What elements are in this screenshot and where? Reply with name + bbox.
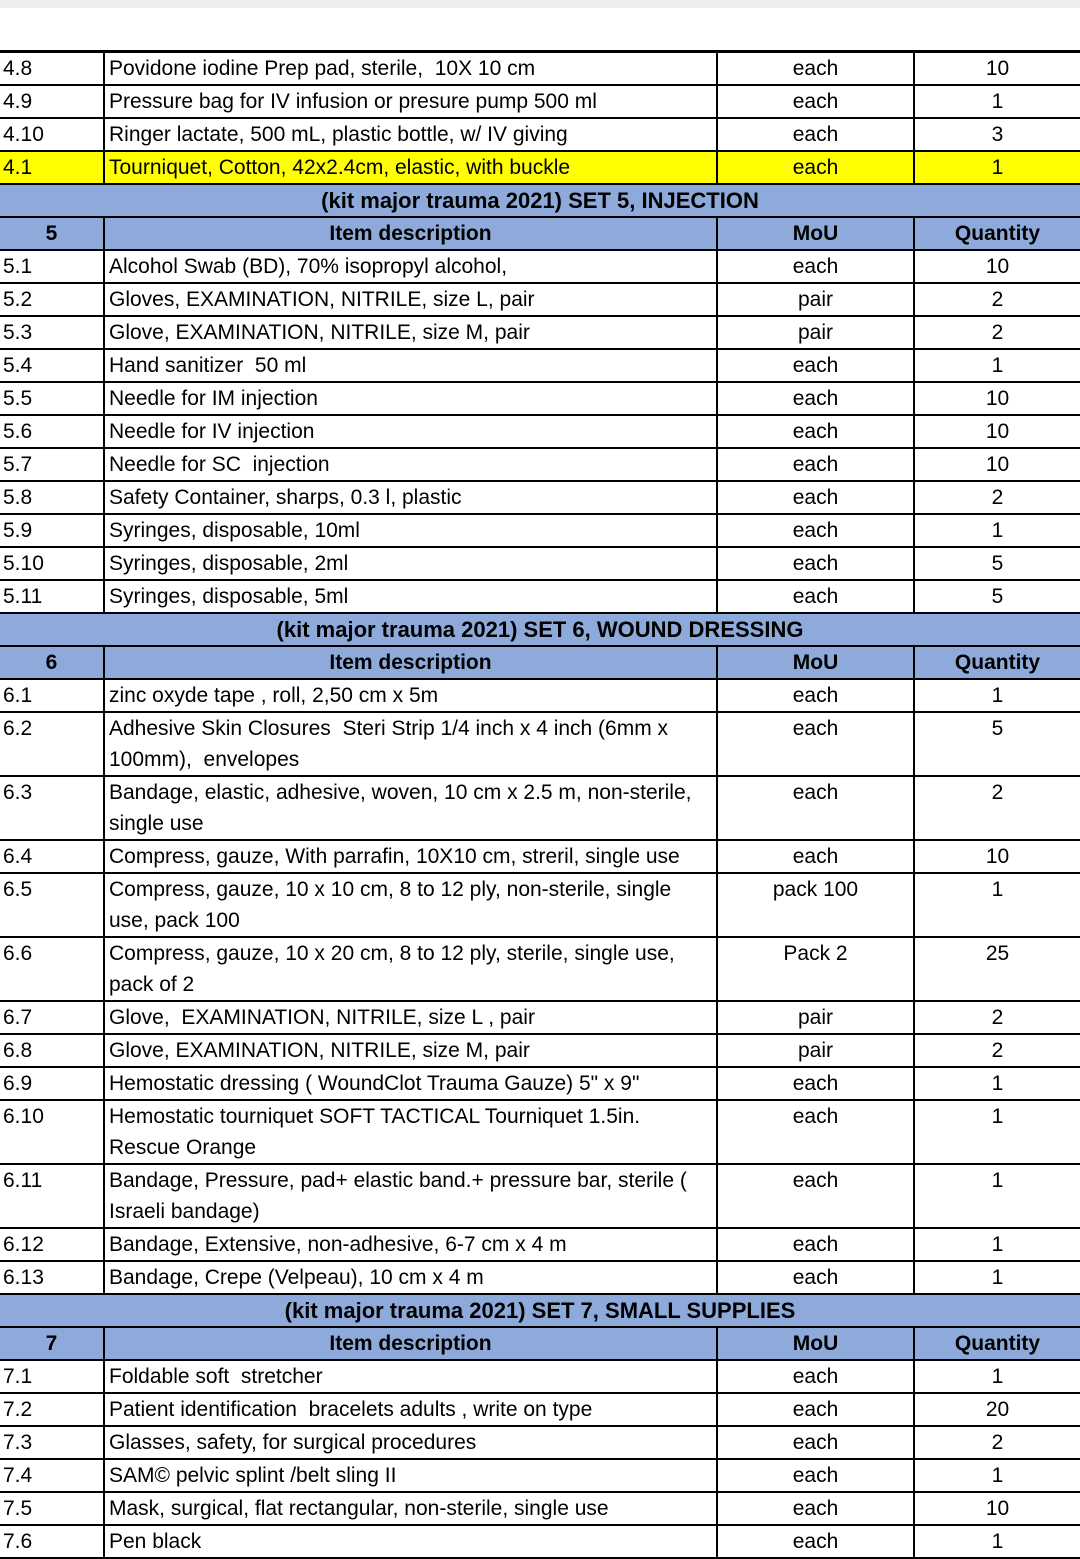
item-description[interactable]: Bandage, Pressure, pad+ elastic band.+ pressure bar, sterile ( Israeli bandage) xyxy=(105,1165,718,1227)
item-mou[interactable]: each xyxy=(718,777,915,839)
table-row[interactable] xyxy=(0,1101,1080,1165)
item-number[interactable]: 7.3 xyxy=(0,1427,105,1458)
item-quantity[interactable]: 10 xyxy=(985,255,1010,278)
table-row[interactable] xyxy=(0,317,1080,350)
item-description[interactable]: Pen black xyxy=(105,1526,718,1557)
header-item-description: Item description xyxy=(105,218,718,249)
item-description[interactable]: Patient identification bracelets adults , write on type xyxy=(105,1394,718,1425)
item-mou[interactable]: pair xyxy=(718,1035,915,1066)
item-quantity[interactable]: 10 xyxy=(985,420,1010,443)
table-row[interactable] xyxy=(0,1526,1080,1559)
item-number[interactable]: 7.2 xyxy=(0,1394,105,1425)
item-description[interactable]: Glove, EXAMINATION, NITRILE, size M, pair xyxy=(105,1035,718,1066)
item-number[interactable]: 5.7 xyxy=(0,449,105,480)
item-description[interactable]: Syringes, disposable, 2ml xyxy=(105,548,718,579)
item-quantity[interactable]: 10 xyxy=(985,387,1010,410)
item-description[interactable]: Safety Container, sharps, 0.3 l, plastic xyxy=(105,482,718,513)
item-number[interactable]: 6.9 xyxy=(0,1068,105,1099)
item-mou[interactable]: each xyxy=(718,1427,915,1458)
item-quantity[interactable]: 1 xyxy=(991,1233,1004,1256)
item-number[interactable]: 7.4 xyxy=(0,1460,105,1491)
item-number[interactable]: 6.13 xyxy=(0,1262,105,1293)
item-mou[interactable]: each xyxy=(718,86,915,117)
item-description[interactable]: Needle for IV injection xyxy=(105,416,718,447)
item-mou[interactable]: each xyxy=(718,416,915,447)
item-number[interactable]: 7.6 xyxy=(0,1526,105,1557)
item-description[interactable]: Mask, surgical, flat rectangular, non-sterile, single use xyxy=(105,1493,718,1524)
item-number[interactable]: 6.11 xyxy=(0,1165,105,1227)
item-number[interactable]: 4.9 xyxy=(0,86,105,117)
item-description[interactable]: Glove, EXAMINATION, NITRILE, size L , pair xyxy=(105,1002,718,1033)
header-set-number: 6 xyxy=(0,647,105,678)
item-description[interactable]: Needle for SC injection xyxy=(105,449,718,480)
item-description[interactable]: Compress, gauze, 10 x 20 cm, 8 to 12 ply, sterile, single use, pack of 2 xyxy=(105,938,718,1000)
item-mou[interactable]: each xyxy=(718,581,915,612)
item-number[interactable]: 4.8 xyxy=(0,53,105,84)
item-description[interactable]: Gloves, EXAMINATION, NITRILE, size L, pair xyxy=(105,284,718,315)
item-mou[interactable]: each xyxy=(718,1460,915,1491)
table-row[interactable] xyxy=(0,152,1080,185)
item-number[interactable]: 5.3 xyxy=(0,317,105,348)
item-quantity[interactable]: 1 xyxy=(991,354,1004,377)
item-mou[interactable]: each xyxy=(718,119,915,150)
item-number[interactable]: 6.10 xyxy=(0,1101,105,1163)
table-row[interactable] xyxy=(0,50,1080,86)
table-row[interactable] xyxy=(0,1229,1080,1262)
table-row[interactable] xyxy=(0,1361,1080,1394)
item-description[interactable]: Adhesive Skin Closures Steri Strip 1/4 inch x 4 inch (6mm x 100mm), envelopes xyxy=(105,713,718,775)
item-mou[interactable]: each xyxy=(718,1229,915,1260)
item-description[interactable]: Hand sanitizer 50 ml xyxy=(105,350,718,381)
item-quantity[interactable]: 25 xyxy=(985,942,1010,965)
table-row[interactable] xyxy=(0,284,1080,317)
table-row[interactable] xyxy=(0,1427,1080,1460)
item-quantity[interactable]: 2 xyxy=(991,1431,1004,1454)
item-quantity[interactable]: 10 xyxy=(985,845,1010,868)
item-number[interactable]: 5.6 xyxy=(0,416,105,447)
table-row[interactable] xyxy=(0,713,1080,777)
item-number[interactable]: 6.6 xyxy=(0,938,105,1000)
table-row[interactable] xyxy=(0,841,1080,874)
item-mou[interactable]: each xyxy=(718,1165,915,1227)
item-quantity[interactable]: 5 xyxy=(991,585,1004,608)
table-row[interactable] xyxy=(0,482,1080,515)
item-number[interactable]: 6.2 xyxy=(0,713,105,775)
item-description[interactable]: Glove, EXAMINATION, NITRILE, size M, pair xyxy=(105,317,718,348)
item-quantity[interactable]: 2 xyxy=(991,1006,1004,1029)
item-number[interactable]: 5.11 xyxy=(0,581,105,612)
table-row[interactable] xyxy=(0,581,1080,614)
header-set-number: 5 xyxy=(0,218,105,249)
item-number[interactable]: 6.7 xyxy=(0,1002,105,1033)
table-row[interactable] xyxy=(0,1262,1080,1295)
section-title xyxy=(0,614,1080,647)
spreadsheet xyxy=(0,50,1080,1559)
item-quantity[interactable]: 10 xyxy=(985,1497,1010,1520)
header-quantity: Quantity xyxy=(954,651,1041,674)
item-description[interactable]: Compress, gauze, 10 x 10 cm, 8 to 12 ply, non-sterile, single use, pack 100 xyxy=(105,874,718,936)
item-description[interactable]: Needle for IM injection xyxy=(105,383,718,414)
item-mou[interactable]: each xyxy=(718,1262,915,1293)
column-header-row xyxy=(0,1328,1080,1361)
item-description[interactable]: Foldable soft stretcher xyxy=(105,1361,718,1392)
item-quantity[interactable]: 10 xyxy=(985,453,1010,476)
item-description[interactable]: Alcohol Swab (BD), 70% isopropyl alcohol, xyxy=(105,251,718,282)
header-mou: MoU xyxy=(718,218,915,249)
table-row[interactable] xyxy=(0,86,1080,119)
table-row[interactable] xyxy=(0,119,1080,152)
item-number[interactable]: 4.1 xyxy=(0,152,105,183)
item-description[interactable]: Bandage, Extensive, non-adhesive, 6-7 cm x 4 m xyxy=(105,1229,718,1260)
item-mou[interactable]: each xyxy=(718,1361,915,1392)
item-mou[interactable]: each xyxy=(718,841,915,872)
item-number[interactable]: 7.1 xyxy=(0,1361,105,1392)
item-number[interactable]: 7.5 xyxy=(0,1493,105,1524)
item-number[interactable]: 6.12 xyxy=(0,1229,105,1260)
item-number[interactable]: 5.4 xyxy=(0,350,105,381)
item-mou[interactable]: each xyxy=(718,1394,915,1425)
section-title-text: (kit major trauma 2021) SET 6, WOUND DRESSING xyxy=(276,617,804,642)
item-quantity[interactable]: 1 xyxy=(991,1072,1004,1095)
item-mou[interactable]: each xyxy=(718,152,915,183)
item-mou[interactable]: each xyxy=(718,53,915,84)
column-header-row xyxy=(0,218,1080,251)
table-row[interactable] xyxy=(0,350,1080,383)
item-quantity[interactable]: 1 xyxy=(991,878,1004,901)
item-description[interactable]: Bandage, Crepe (Velpeau), 10 cm x 4 m xyxy=(105,1262,718,1293)
item-quantity[interactable]: 10 xyxy=(985,57,1010,80)
item-description[interactable]: Syringes, disposable, 5ml xyxy=(105,581,718,612)
item-mou[interactable]: each xyxy=(718,251,915,282)
item-description[interactable]: Tourniquet, Cotton, 42x2.4cm, elastic, with buckle xyxy=(105,152,718,183)
item-quantity[interactable]: 2 xyxy=(991,781,1004,804)
item-number[interactable]: 6.5 xyxy=(0,874,105,936)
item-description[interactable]: Bandage, elastic, adhesive, woven, 10 cm x 2.5 m, non-sterile, single use xyxy=(105,777,718,839)
item-description[interactable]: Povidone iodine Prep pad, sterile, 10X 10 cm xyxy=(105,53,718,84)
item-quantity[interactable]: 2 xyxy=(991,288,1004,311)
item-quantity[interactable]: 1 xyxy=(991,1266,1004,1289)
item-number[interactable]: 5.9 xyxy=(0,515,105,546)
item-description[interactable]: SAM© pelvic splint /belt sling II xyxy=(105,1460,718,1491)
item-mou[interactable]: pair xyxy=(718,317,915,348)
item-mou[interactable]: each xyxy=(718,1068,915,1099)
section-title-text: (kit major trauma 2021) SET 5, INJECTION xyxy=(321,188,759,213)
item-number[interactable]: 5.5 xyxy=(0,383,105,414)
table-row[interactable] xyxy=(0,515,1080,548)
item-number[interactable]: 5.8 xyxy=(0,482,105,513)
item-quantity[interactable]: 1 xyxy=(991,1464,1004,1487)
table-row[interactable] xyxy=(0,548,1080,581)
table-row[interactable] xyxy=(0,1394,1080,1427)
item-number[interactable]: 5.1 xyxy=(0,251,105,282)
item-description[interactable]: Ringer lactate, 500 mL, plastic bottle, w/ IV giving xyxy=(105,119,718,150)
item-description[interactable]: Pressure bag for IV infusion or presure pump 500 ml xyxy=(105,86,718,117)
item-description[interactable]: zinc oxyde tape , roll, 2,50 cm x 5m xyxy=(105,680,718,711)
table-row[interactable] xyxy=(0,938,1080,1002)
table-row[interactable] xyxy=(0,251,1080,284)
item-number[interactable]: 5.2 xyxy=(0,284,105,315)
table-row[interactable] xyxy=(0,1493,1080,1526)
item-mou[interactable]: each xyxy=(718,548,915,579)
column-header-row xyxy=(0,647,1080,680)
table-row[interactable] xyxy=(0,1068,1080,1101)
item-mou[interactable]: each xyxy=(718,515,915,546)
item-mou[interactable]: each xyxy=(718,680,915,711)
item-mou[interactable]: each xyxy=(718,1101,915,1163)
item-mou[interactable]: each xyxy=(718,482,915,513)
item-number[interactable]: 6.1 xyxy=(0,680,105,711)
table-row[interactable] xyxy=(0,1035,1080,1068)
item-mou[interactable]: pair xyxy=(718,284,915,315)
item-mou[interactable]: Pack 2 xyxy=(718,938,915,1000)
item-mou[interactable]: each xyxy=(718,449,915,480)
header-mou: MoU xyxy=(718,647,915,678)
table-row[interactable] xyxy=(0,1002,1080,1035)
table-row[interactable] xyxy=(0,777,1080,841)
header-item-description: Item description xyxy=(105,647,718,678)
item-quantity[interactable]: 1 xyxy=(991,519,1004,542)
item-number[interactable]: 6.3 xyxy=(0,777,105,839)
item-quantity[interactable]: 1 xyxy=(991,90,1004,113)
table-row[interactable] xyxy=(0,449,1080,482)
item-description[interactable]: Hemostatic tourniquet SOFT TACTICAL Tourniquet 1.5in. Rescue Orange xyxy=(105,1101,718,1163)
header-quantity: Quantity xyxy=(954,222,1041,245)
item-quantity[interactable]: 1 xyxy=(991,684,1004,707)
item-mou[interactable]: each xyxy=(718,1526,915,1557)
item-quantity[interactable]: 1 xyxy=(991,156,1004,179)
item-description[interactable]: Syringes, disposable, 10ml xyxy=(105,515,718,546)
table-row[interactable] xyxy=(0,874,1080,938)
item-description[interactable]: Hemostatic dressing ( WoundClot Trauma Gauze) 5" x 9" xyxy=(105,1068,718,1099)
item-mou[interactable]: each xyxy=(718,383,915,414)
item-quantity[interactable]: 1 xyxy=(991,1530,1004,1553)
item-quantity[interactable]: 3 xyxy=(991,123,1004,146)
header-item-description: Item description xyxy=(105,1328,718,1359)
table-row[interactable] xyxy=(0,383,1080,416)
item-quantity[interactable]: 1 xyxy=(991,1169,1004,1192)
item-description[interactable]: Compress, gauze, With parrafin, 10X10 cm, streril, single use xyxy=(105,841,718,872)
item-mou[interactable]: pack 100 xyxy=(718,874,915,936)
item-mou[interactable]: each xyxy=(718,1493,915,1524)
item-number[interactable]: 4.10 xyxy=(0,119,105,150)
item-mou[interactable]: each xyxy=(718,713,915,775)
item-quantity[interactable]: 2 xyxy=(991,1039,1004,1062)
section-title xyxy=(0,1295,1080,1328)
table-row[interactable] xyxy=(0,680,1080,713)
header-mou: MoU xyxy=(718,1328,915,1359)
item-number[interactable]: 6.4 xyxy=(0,841,105,872)
top-band xyxy=(0,0,1080,8)
section-title-text: (kit major trauma 2021) SET 7, SMALL SUPPLIES xyxy=(284,1298,796,1323)
section-title xyxy=(0,185,1080,218)
header-quantity: Quantity xyxy=(954,1332,1041,1355)
item-quantity[interactable]: 2 xyxy=(991,486,1004,509)
item-quantity[interactable]: 5 xyxy=(991,717,1004,740)
table-row[interactable] xyxy=(0,1460,1080,1493)
item-mou[interactable]: each xyxy=(718,350,915,381)
item-quantity[interactable]: 2 xyxy=(991,321,1004,344)
item-quantity[interactable]: 1 xyxy=(991,1365,1004,1388)
table-row[interactable] xyxy=(0,416,1080,449)
item-quantity[interactable]: 1 xyxy=(991,1105,1004,1128)
item-quantity[interactable]: 20 xyxy=(985,1398,1010,1421)
item-quantity[interactable]: 5 xyxy=(991,552,1004,575)
table-row[interactable] xyxy=(0,1165,1080,1229)
header-set-number: 7 xyxy=(0,1328,105,1359)
item-description[interactable]: Glasses, safety, for surgical procedures xyxy=(105,1427,718,1458)
item-number[interactable]: 6.8 xyxy=(0,1035,105,1066)
item-mou[interactable]: pair xyxy=(718,1002,915,1033)
item-number[interactable]: 5.10 xyxy=(0,548,105,579)
